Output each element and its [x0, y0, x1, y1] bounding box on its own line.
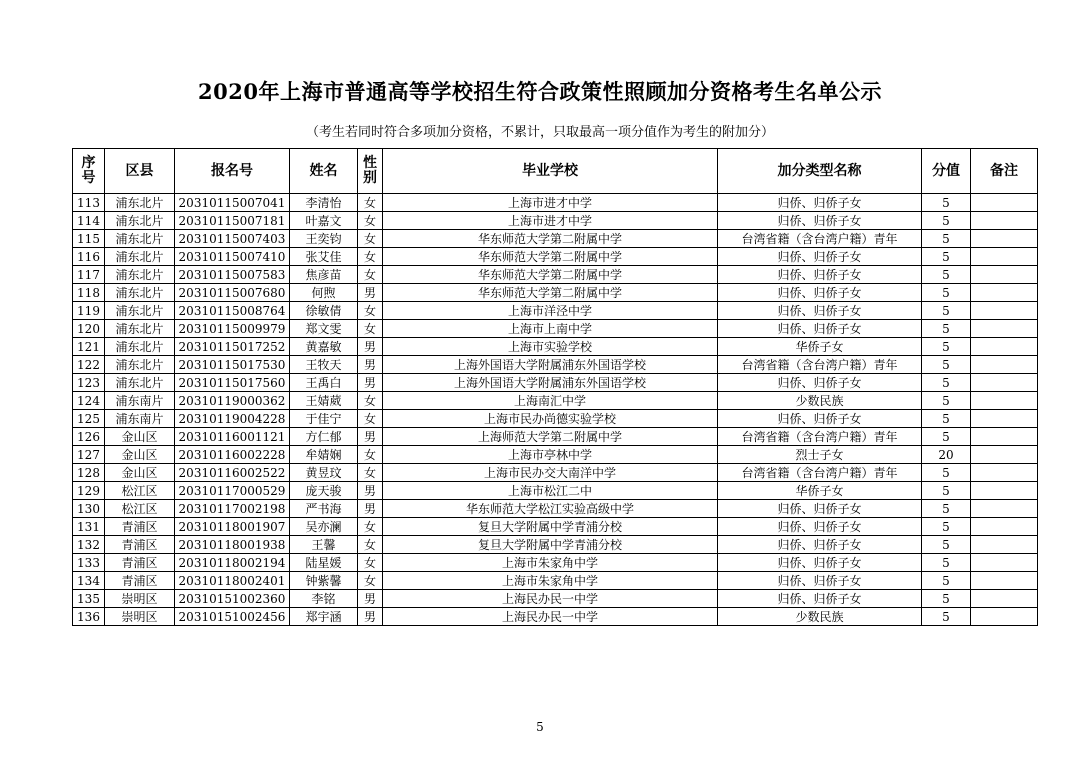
cell-school: 上海外国语大学附属浦东外国语学校 — [383, 356, 718, 374]
cell-score: 5 — [922, 248, 971, 266]
cell-index: 113 — [73, 194, 105, 212]
cell-school: 上海市朱家角中学 — [383, 554, 718, 572]
cell-index: 117 — [73, 266, 105, 284]
cell-name: 黄昱玟 — [290, 464, 358, 482]
cell-index: 136 — [73, 608, 105, 626]
cell-reg-no: 20310118001938 — [175, 536, 290, 554]
cell-score: 5 — [922, 500, 971, 518]
cell-gender: 女 — [358, 194, 383, 212]
cell-score: 5 — [922, 518, 971, 536]
cell-school: 上海市进才中学 — [383, 194, 718, 212]
cell-name: 郑文雯 — [290, 320, 358, 338]
cell-school: 华东师范大学第二附属中学 — [383, 230, 718, 248]
cell-school: 上海市民办尚德实验学校 — [383, 410, 718, 428]
header-gender — [358, 149, 383, 194]
cell-score: 5 — [922, 392, 971, 410]
cell-index: 119 — [73, 302, 105, 320]
cell-district: 浦东南片 — [105, 410, 175, 428]
cell-name: 钟紫馨 — [290, 572, 358, 590]
cell-school: 上海南汇中学 — [383, 392, 718, 410]
cell-reg-no: 20310115007680 — [175, 284, 290, 302]
cell-district: 浦东北片 — [105, 302, 175, 320]
cell-school: 上海外国语大学附属浦东外国语学校 — [383, 374, 718, 392]
cell-remark — [971, 392, 1038, 410]
cell-reg-no: 20310115017530 — [175, 356, 290, 374]
cell-reg-no: 20310116002228 — [175, 446, 290, 464]
cell-score: 20 — [922, 446, 971, 464]
cell-remark — [971, 554, 1038, 572]
table-row — [73, 482, 1038, 500]
cell-remark — [971, 464, 1038, 482]
cell-bonus-type: 少数民族 — [718, 608, 922, 626]
cell-school: 上海市上南中学 — [383, 320, 718, 338]
cell-district: 金山区 — [105, 428, 175, 446]
cell-gender: 女 — [358, 446, 383, 464]
cell-gender: 女 — [358, 518, 383, 536]
cell-reg-no: 20310115007410 — [175, 248, 290, 266]
cell-name: 黄嘉敏 — [290, 338, 358, 356]
cell-index: 130 — [73, 500, 105, 518]
cell-remark — [971, 374, 1038, 392]
cell-score: 5 — [922, 572, 971, 590]
cell-gender: 男 — [358, 500, 383, 518]
cell-score: 5 — [922, 212, 971, 230]
cell-district: 松江区 — [105, 500, 175, 518]
cell-district: 崇明区 — [105, 608, 175, 626]
cell-gender: 女 — [358, 320, 383, 338]
cell-bonus-type: 归侨、归侨子女 — [718, 410, 922, 428]
cell-score: 5 — [922, 320, 971, 338]
table-row — [73, 572, 1038, 590]
cell-school: 上海市朱家角中学 — [383, 572, 718, 590]
cell-remark — [971, 608, 1038, 626]
cell-bonus-type: 华侨子女 — [718, 338, 922, 356]
cell-index: 124 — [73, 392, 105, 410]
cell-name: 徐敏倩 — [290, 302, 358, 320]
cell-gender: 女 — [358, 554, 383, 572]
cell-gender: 女 — [358, 392, 383, 410]
cell-district: 松江区 — [105, 482, 175, 500]
cell-name: 陆星媛 — [290, 554, 358, 572]
cell-gender: 男 — [358, 284, 383, 302]
cell-score: 5 — [922, 266, 971, 284]
cell-school: 复旦大学附属中学青浦分校 — [383, 518, 718, 536]
cell-reg-no: 20310118002401 — [175, 572, 290, 590]
candidate-table — [72, 148, 1038, 626]
cell-gender: 男 — [358, 428, 383, 446]
cell-reg-no: 20310116002522 — [175, 464, 290, 482]
cell-district: 青浦区 — [105, 572, 175, 590]
cell-gender: 男 — [358, 374, 383, 392]
cell-remark — [971, 230, 1038, 248]
cell-school: 上海市实验学校 — [383, 338, 718, 356]
cell-gender: 女 — [358, 464, 383, 482]
cell-score: 5 — [922, 536, 971, 554]
cell-bonus-type: 归侨、归侨子女 — [718, 284, 922, 302]
cell-gender: 女 — [358, 212, 383, 230]
cell-score: 5 — [922, 554, 971, 572]
cell-bonus-type: 归侨、归侨子女 — [718, 212, 922, 230]
cell-name: 王奕钧 — [290, 230, 358, 248]
cell-score: 5 — [922, 374, 971, 392]
cell-index: 118 — [73, 284, 105, 302]
cell-bonus-type: 台湾省籍（含台湾户籍）青年 — [718, 428, 922, 446]
table-row — [73, 464, 1038, 482]
cell-remark — [971, 320, 1038, 338]
cell-reg-no: 20310115007041 — [175, 194, 290, 212]
table-row — [73, 536, 1038, 554]
cell-score: 5 — [922, 284, 971, 302]
cell-score: 5 — [922, 410, 971, 428]
cell-reg-no: 20310115017560 — [175, 374, 290, 392]
cell-gender: 女 — [358, 230, 383, 248]
cell-remark — [971, 302, 1038, 320]
cell-index: 123 — [73, 374, 105, 392]
cell-name: 牟婧娴 — [290, 446, 358, 464]
cell-bonus-type: 归侨、归侨子女 — [718, 500, 922, 518]
cell-name: 焦彦苗 — [290, 266, 358, 284]
header-gender-text: 性 别 — [363, 155, 377, 186]
table-row — [73, 608, 1038, 626]
cell-bonus-type: 归侨、归侨子女 — [718, 590, 922, 608]
cell-remark — [971, 410, 1038, 428]
cell-district: 浦东北片 — [105, 194, 175, 212]
cell-school: 上海民办民一中学 — [383, 608, 718, 626]
cell-school: 上海市松江二中 — [383, 482, 718, 500]
cell-reg-no: 20310115008764 — [175, 302, 290, 320]
table-row — [73, 446, 1038, 464]
cell-school: 华东师范大学第二附属中学 — [383, 248, 718, 266]
cell-bonus-type: 归侨、归侨子女 — [718, 374, 922, 392]
cell-bonus-type: 烈士子女 — [718, 446, 922, 464]
header-score: 分值 — [922, 149, 971, 194]
cell-bonus-type: 归侨、归侨子女 — [718, 536, 922, 554]
table-row — [73, 410, 1038, 428]
cell-gender: 男 — [358, 356, 383, 374]
cell-district: 金山区 — [105, 446, 175, 464]
cell-district: 浦东北片 — [105, 212, 175, 230]
table-row — [73, 230, 1038, 248]
table-row — [73, 554, 1038, 572]
cell-district: 浦东北片 — [105, 284, 175, 302]
cell-score: 5 — [922, 356, 971, 374]
cell-index: 121 — [73, 338, 105, 356]
cell-gender: 女 — [358, 266, 383, 284]
cell-score: 5 — [922, 230, 971, 248]
cell-name: 庞天骏 — [290, 482, 358, 500]
cell-index: 120 — [73, 320, 105, 338]
cell-gender: 男 — [358, 608, 383, 626]
cell-index: 127 — [73, 446, 105, 464]
table-header-row — [73, 149, 1038, 194]
cell-name: 李铭 — [290, 590, 358, 608]
cell-remark — [971, 518, 1038, 536]
table-row — [73, 392, 1038, 410]
cell-school: 华东师范大学第二附属中学 — [383, 284, 718, 302]
cell-reg-no: 20310115007181 — [175, 212, 290, 230]
cell-index: 135 — [73, 590, 105, 608]
cell-bonus-type: 华侨子女 — [718, 482, 922, 500]
cell-district: 浦东北片 — [105, 338, 175, 356]
cell-bonus-type: 归侨、归侨子女 — [718, 266, 922, 284]
cell-remark — [971, 338, 1038, 356]
cell-school: 上海民办民一中学 — [383, 590, 718, 608]
cell-district: 青浦区 — [105, 554, 175, 572]
cell-bonus-type: 归侨、归侨子女 — [718, 248, 922, 266]
cell-remark — [971, 284, 1038, 302]
table-row — [73, 590, 1038, 608]
cell-reg-no: 20310117002198 — [175, 500, 290, 518]
table-row — [73, 356, 1038, 374]
table-row — [73, 266, 1038, 284]
cell-gender: 女 — [358, 302, 383, 320]
cell-reg-no: 20310151002360 — [175, 590, 290, 608]
header-index-text: 序 号 — [81, 155, 96, 186]
cell-gender: 女 — [358, 536, 383, 554]
cell-gender: 女 — [358, 572, 383, 590]
cell-reg-no: 20310117000529 — [175, 482, 290, 500]
cell-name: 张艾佳 — [290, 248, 358, 266]
cell-name: 方仁郁 — [290, 428, 358, 446]
cell-bonus-type: 归侨、归侨子女 — [718, 320, 922, 338]
cell-index: 115 — [73, 230, 105, 248]
cell-name: 吴亦澜 — [290, 518, 358, 536]
cell-remark — [971, 446, 1038, 464]
cell-name: 李清怡 — [290, 194, 358, 212]
cell-reg-no: 20310115007403 — [175, 230, 290, 248]
cell-district: 浦东北片 — [105, 320, 175, 338]
cell-remark — [971, 356, 1038, 374]
cell-reg-no: 20310118002194 — [175, 554, 290, 572]
header-name: 姓名 — [290, 149, 358, 194]
cell-index: 132 — [73, 536, 105, 554]
cell-score: 5 — [922, 590, 971, 608]
table-row — [73, 302, 1038, 320]
cell-name: 王婧葳 — [290, 392, 358, 410]
table-row — [73, 338, 1038, 356]
cell-district: 浦东南片 — [105, 392, 175, 410]
cell-index: 116 — [73, 248, 105, 266]
header-district: 区县 — [105, 149, 175, 194]
cell-remark — [971, 536, 1038, 554]
cell-name: 何煦 — [290, 284, 358, 302]
cell-name: 王牧天 — [290, 356, 358, 374]
page-number: 5 — [536, 720, 544, 734]
cell-remark — [971, 428, 1038, 446]
table-row — [73, 374, 1038, 392]
cell-index: 131 — [73, 518, 105, 536]
cell-gender: 男 — [358, 338, 383, 356]
cell-gender: 女 — [358, 248, 383, 266]
cell-school: 上海市洋泾中学 — [383, 302, 718, 320]
cell-school: 上海市亭林中学 — [383, 446, 718, 464]
cell-index: 129 — [73, 482, 105, 500]
cell-district: 浦东北片 — [105, 374, 175, 392]
table-row — [73, 248, 1038, 266]
cell-reg-no: 20310116001121 — [175, 428, 290, 446]
document-title: 2020年上海市普通高等学校招生符合政策性照顾加分资格考生名单公示 — [198, 79, 882, 104]
cell-index: 122 — [73, 356, 105, 374]
cell-district: 青浦区 — [105, 536, 175, 554]
cell-remark — [971, 248, 1038, 266]
cell-district: 浦东北片 — [105, 248, 175, 266]
cell-bonus-type: 少数民族 — [718, 392, 922, 410]
cell-gender: 女 — [358, 410, 383, 428]
cell-district: 崇明区 — [105, 590, 175, 608]
cell-index: 133 — [73, 554, 105, 572]
cell-remark — [971, 590, 1038, 608]
cell-index: 126 — [73, 428, 105, 446]
cell-name: 叶嘉文 — [290, 212, 358, 230]
cell-name: 郑宇涵 — [290, 608, 358, 626]
cell-bonus-type: 台湾省籍（含台湾户籍）青年 — [718, 464, 922, 482]
table-row — [73, 428, 1038, 446]
cell-name: 王馨 — [290, 536, 358, 554]
cell-index: 134 — [73, 572, 105, 590]
cell-reg-no: 20310119004228 — [175, 410, 290, 428]
cell-bonus-type: 归侨、归侨子女 — [718, 554, 922, 572]
cell-school: 复旦大学附属中学青浦分校 — [383, 536, 718, 554]
cell-gender: 男 — [358, 482, 383, 500]
document-subtitle: （考生若同时符合多项加分资格，不累计，只取最高一项分值作为考生的附加分） — [305, 125, 774, 140]
cell-school: 上海市进才中学 — [383, 212, 718, 230]
table-row — [73, 284, 1038, 302]
cell-bonus-type: 台湾省籍（含台湾户籍）青年 — [718, 356, 922, 374]
table-row — [73, 320, 1038, 338]
cell-reg-no: 20310115009979 — [175, 320, 290, 338]
cell-school: 华东师范大学松江实验高级中学 — [383, 500, 718, 518]
cell-remark — [971, 572, 1038, 590]
cell-bonus-type: 归侨、归侨子女 — [718, 194, 922, 212]
cell-remark — [971, 266, 1038, 284]
cell-district: 浦东北片 — [105, 356, 175, 374]
cell-school: 上海市民办交大南洋中学 — [383, 464, 718, 482]
header-bonus-type: 加分类型名称 — [718, 149, 922, 194]
cell-reg-no: 20310118001907 — [175, 518, 290, 536]
header-index — [73, 149, 105, 194]
cell-reg-no: 20310151002456 — [175, 608, 290, 626]
cell-bonus-type: 归侨、归侨子女 — [718, 302, 922, 320]
cell-school: 华东师范大学第二附属中学 — [383, 266, 718, 284]
cell-name: 于佳宁 — [290, 410, 358, 428]
cell-name: 王禹白 — [290, 374, 358, 392]
cell-reg-no: 20310115007583 — [175, 266, 290, 284]
cell-index: 125 — [73, 410, 105, 428]
header-school: 毕业学校 — [383, 149, 718, 194]
cell-remark — [971, 212, 1038, 230]
table-row — [73, 518, 1038, 536]
cell-name: 严书海 — [290, 500, 358, 518]
cell-score: 5 — [922, 428, 971, 446]
cell-score: 5 — [922, 302, 971, 320]
cell-score: 5 — [922, 194, 971, 212]
cell-gender: 男 — [358, 590, 383, 608]
cell-district: 青浦区 — [105, 518, 175, 536]
table-row — [73, 500, 1038, 518]
cell-reg-no: 20310115017252 — [175, 338, 290, 356]
cell-index: 114 — [73, 212, 105, 230]
cell-bonus-type: 归侨、归侨子女 — [718, 518, 922, 536]
cell-remark — [971, 482, 1038, 500]
cell-district: 浦东北片 — [105, 230, 175, 248]
cell-district: 金山区 — [105, 464, 175, 482]
cell-remark — [971, 500, 1038, 518]
table-row — [73, 194, 1038, 212]
table-row — [73, 212, 1038, 230]
cell-score: 5 — [922, 608, 971, 626]
cell-score: 5 — [922, 482, 971, 500]
cell-remark — [971, 194, 1038, 212]
cell-school: 上海师范大学第二附属中学 — [383, 428, 718, 446]
cell-score: 5 — [922, 464, 971, 482]
cell-score: 5 — [922, 338, 971, 356]
cell-district: 浦东北片 — [105, 266, 175, 284]
header-reg-no: 报名号 — [175, 149, 290, 194]
header-remark: 备注 — [971, 149, 1038, 194]
cell-reg-no: 20310119000362 — [175, 392, 290, 410]
cell-index: 128 — [73, 464, 105, 482]
cell-bonus-type: 归侨、归侨子女 — [718, 572, 922, 590]
cell-bonus-type: 台湾省籍（含台湾户籍）青年 — [718, 230, 922, 248]
